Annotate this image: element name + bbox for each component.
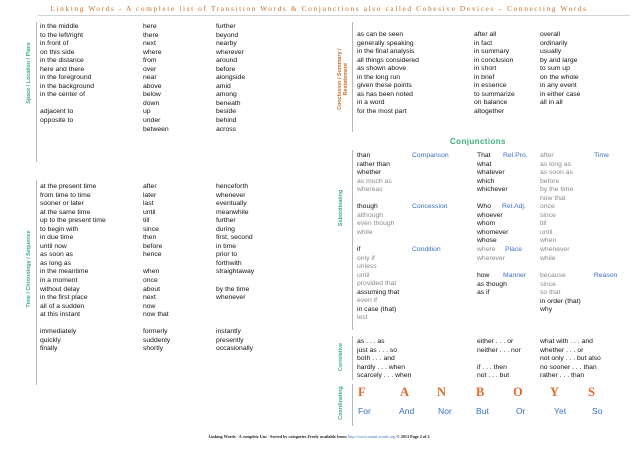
list-item: until [357, 271, 370, 279]
list-item: formerly [143, 328, 168, 336]
list-item: presently [216, 336, 244, 344]
list-item: in summary [474, 48, 510, 56]
list-item: forthwith [216, 259, 242, 267]
list-item: down [143, 99, 160, 107]
correlative-col-1 [357, 338, 411, 381]
list-item: in case (that) [357, 305, 397, 313]
list-item: at this instant [40, 311, 81, 319]
list-item: whenever [540, 246, 570, 254]
conclusion-col-3 [540, 31, 580, 108]
list-item: occasionally [216, 345, 254, 353]
list-item: alongside [216, 74, 246, 82]
list-item: in short [474, 65, 497, 73]
list-item: wherever [216, 48, 244, 56]
list-item: in conclusion [474, 56, 514, 64]
list-item: whose [477, 237, 497, 245]
list-item: rather . . . than [540, 372, 585, 380]
list-item: below [143, 91, 161, 99]
list-item: both . . . and [357, 355, 395, 363]
list-item: in the long run [357, 73, 401, 81]
list-item: where [477, 246, 496, 253]
sub-time-list [540, 152, 573, 263]
list-item: if [357, 246, 361, 253]
list-item: while [357, 228, 373, 236]
condition-list [357, 246, 399, 323]
space-col-2 [143, 23, 169, 134]
list-item: near [143, 74, 157, 82]
list-item: in brief [474, 73, 495, 81]
coordinating-lane-line [352, 384, 353, 426]
coordinating-label: Coordinating [338, 386, 344, 420]
fanboys-letter: Y [550, 385, 560, 399]
fanboys-word: Nor [438, 406, 452, 416]
list-item: under [143, 117, 161, 125]
list-item: just as . . . so [357, 346, 398, 354]
list-item: altogether [474, 107, 505, 115]
list-item: neither . . . nor [477, 346, 521, 354]
list-item: in order (that) [540, 297, 581, 305]
condition-heading: Condition [412, 246, 441, 253]
list-item: when [143, 268, 160, 276]
list-item: usually [540, 48, 562, 56]
correlative-col-2 [477, 338, 521, 381]
list-item: in the first place [40, 294, 88, 302]
list-item: now that [540, 194, 566, 202]
list-item: whichever [477, 186, 508, 194]
list-item: since [540, 280, 556, 288]
space-col-3 [216, 23, 245, 134]
list-item: beyond [216, 31, 239, 39]
list-item: to the left/right [40, 31, 84, 39]
conclusion-label-line1: Conclusion / Summary / [336, 48, 343, 110]
time-lane-line [36, 180, 37, 385]
list-item: henceforth [216, 183, 249, 190]
list-item: further [216, 23, 236, 30]
list-item: overall [540, 31, 561, 38]
list-item [40, 320, 106, 329]
list-item: in the background [40, 82, 95, 90]
list-item: then [143, 234, 157, 242]
list-item: rather than [357, 160, 390, 168]
list-item: until [143, 208, 156, 216]
list-item: in either case [540, 90, 581, 98]
list-item: above [143, 82, 162, 90]
list-item: there [143, 31, 159, 39]
list-item: whether [357, 169, 382, 177]
list-item: opposite to [40, 117, 74, 125]
list-item [477, 355, 521, 364]
list-item: whereas [357, 186, 383, 194]
fanboys-word: Or [516, 406, 526, 416]
list-item [143, 320, 170, 329]
fanboys-word: Yet [554, 406, 567, 416]
list-item: whoever [477, 211, 503, 219]
list-item: no sooner . . . than [540, 363, 597, 371]
list-item: at the present time [40, 183, 97, 190]
list-item: while [540, 254, 556, 262]
conclusion-lane-line [352, 22, 353, 132]
list-item: on balance [474, 99, 508, 107]
list-item: in essence [474, 82, 507, 90]
list-item: before [143, 242, 163, 250]
list-item: whatever [477, 169, 505, 177]
list-item: as long as [540, 160, 571, 168]
list-item: immediately [40, 328, 77, 336]
list-item: among [216, 91, 237, 99]
space-col-1 [40, 23, 94, 126]
list-item: in a word [357, 99, 385, 107]
list-item: as shown above [357, 65, 407, 73]
list-item: from time to time [40, 191, 91, 199]
list-item: since [143, 225, 159, 233]
fanboys-word: But [476, 406, 489, 416]
list-item: quickly [40, 336, 61, 344]
space-label: Space / Location / Place [26, 42, 32, 104]
list-item: up to the present time [40, 217, 106, 225]
subordinating-lane-line [352, 150, 353, 330]
list-item: beneath [216, 99, 241, 107]
footer-link[interactable]: http://www.smart-words.org [348, 434, 396, 439]
list-item: next [143, 40, 156, 48]
list-item: hence [143, 251, 162, 259]
list-item: later [143, 191, 157, 199]
list-item: instantly [216, 328, 241, 336]
list-item: last [143, 200, 154, 208]
list-item: because [540, 272, 566, 279]
list-item [216, 311, 254, 320]
list-item: beside [216, 108, 237, 116]
list-item: whom [477, 220, 496, 228]
list-item: for the most part [357, 107, 407, 115]
list-item: further [216, 217, 236, 225]
time-col-3 [216, 183, 254, 354]
list-item: now that [143, 311, 169, 319]
list-item: during [216, 225, 235, 233]
list-item [216, 277, 254, 286]
list-item: when [540, 237, 557, 245]
list-item: around [216, 57, 238, 65]
list-item: as . . . as [357, 338, 385, 345]
list-item: all things considered [357, 56, 419, 64]
list-item: now [143, 302, 156, 310]
list-item: sooner or later [40, 200, 84, 208]
correlative-col-3 [540, 338, 601, 381]
list-item: suddenly [143, 336, 171, 344]
list-item: what [477, 160, 492, 168]
header-divider [38, 15, 630, 16]
list-item: nearby [216, 40, 237, 48]
list-item: how [477, 272, 490, 279]
list-item: once [143, 277, 158, 285]
list-item: as soon as [40, 251, 73, 259]
conclusion-label-line2: Restatement [343, 63, 349, 96]
subordinating-label: Subordinating [338, 189, 344, 227]
list-item [143, 260, 170, 269]
list-item: on this side [40, 48, 75, 56]
list-item: here [143, 23, 157, 30]
list-item: That [477, 152, 491, 159]
list-item: straightaway [216, 268, 255, 276]
footer-text: Linking Words - A complete List - Sorted by categories Freely available from: [208, 434, 348, 439]
list-item: even if [357, 297, 378, 305]
list-item: in the center of [40, 91, 85, 99]
list-item: where [143, 48, 162, 56]
list-item: eventually [216, 200, 247, 208]
time-col-1 [40, 183, 106, 354]
list-item: so that [540, 289, 561, 297]
list-item: over [143, 65, 157, 73]
list-item: before [216, 65, 236, 73]
list-item: what with . . . and [540, 338, 593, 345]
footer-page: Page 2 of 2 [410, 434, 430, 439]
list-item: from [143, 57, 157, 65]
list-item: before [540, 177, 560, 185]
page-title: Linking Words - A complete list of Transition Words & Conjunctions also called Cohesive Devices – Connecting Words [50, 4, 588, 13]
list-item: about [143, 285, 161, 293]
list-item: in fact [474, 39, 493, 47]
list-item: as though [477, 280, 507, 288]
list-item: here and there [40, 65, 85, 73]
list-item: wherever [477, 254, 505, 262]
concession-list [357, 203, 394, 237]
list-item: until now [40, 242, 67, 250]
list-item: lest [357, 314, 368, 322]
list-item: at the same time [40, 208, 91, 216]
list-item: after all [474, 31, 497, 38]
list-item: as has been noted [357, 90, 413, 98]
conjunctions-title: Conjunctions [450, 137, 506, 146]
list-item: until [540, 228, 553, 236]
comparison-heading: Comparison [412, 152, 449, 159]
fanboys-letter: N [437, 385, 447, 399]
list-item: prior to [216, 251, 238, 259]
time-col-2 [143, 183, 170, 354]
footer-copyright: © 2013 [396, 434, 410, 439]
list-item: in the distance [40, 57, 84, 65]
correlative-label: Correlative [338, 342, 344, 372]
list-item [216, 320, 254, 329]
time-label: Time / Chronology / Sequence [26, 230, 32, 308]
list-item: generally speaking [357, 39, 414, 47]
list-item: as much as [357, 177, 392, 185]
list-item: to summarize [474, 90, 515, 98]
reladj-heading: Rel.Adj. [502, 203, 526, 210]
list-item: by the time [540, 186, 574, 194]
list-item: on the whole [540, 73, 579, 81]
list-item: to begin with [40, 225, 79, 233]
list-item [216, 303, 254, 312]
reason-heading: Reason [594, 272, 618, 279]
place-list [477, 246, 505, 263]
list-item: given these points [357, 82, 412, 90]
list-item: between [143, 125, 169, 133]
list-item: till [143, 217, 150, 225]
list-item: why [540, 306, 553, 314]
list-item: not . . . but [477, 372, 510, 380]
list-item: in time [216, 242, 237, 250]
list-item: in the meantime [40, 268, 89, 276]
place-heading: Place [505, 246, 523, 253]
concession-heading: Concession [412, 203, 448, 210]
list-item: even though [357, 220, 395, 228]
list-item: assuming that [357, 288, 400, 296]
comparison-list [357, 152, 392, 195]
list-item: shortly [143, 345, 164, 353]
list-item: than [357, 152, 371, 159]
fanboys-word: So [592, 406, 603, 416]
list-item: ordinarily [540, 39, 568, 47]
list-item: in due time [40, 234, 74, 242]
sub-time-heading: Time [594, 152, 609, 159]
manner-heading: Manner [503, 272, 527, 279]
correlative-lane-line [352, 336, 353, 380]
list-item: not only . . . but also [540, 355, 601, 363]
list-item: up [143, 108, 151, 116]
list-item: finally [40, 345, 58, 353]
list-item: unless [357, 263, 377, 271]
fanboys-letter: F [358, 385, 366, 399]
list-item: all in all [540, 99, 563, 107]
list-item: provided that [357, 280, 397, 288]
list-item: though [357, 203, 378, 210]
list-item: only if [357, 254, 375, 262]
space-lane-line [36, 22, 37, 162]
list-item: since [540, 211, 556, 219]
list-item: if . . . then [477, 363, 507, 371]
list-item: first, second [216, 234, 253, 242]
list-item: in any event [540, 82, 577, 90]
list-item: once [540, 203, 555, 211]
list-item: whomever [477, 228, 509, 236]
list-item: by and large [540, 56, 578, 64]
conclusion-label [337, 34, 349, 124]
list-item: without delay [40, 285, 80, 293]
list-item: across [216, 125, 237, 133]
list-item: whenever [216, 191, 246, 199]
list-item: as can be seen [357, 31, 404, 38]
list-item: whenever [216, 294, 246, 302]
fanboys-word: For [358, 406, 371, 416]
list-item: although [357, 211, 384, 219]
list-item: in the foreground [40, 74, 92, 82]
relpro-heading: Rel.Pro. [503, 152, 528, 159]
list-item: in the final analysis [357, 48, 415, 56]
list-item: amid [216, 82, 231, 90]
list-item: in the middle [40, 23, 79, 30]
list-item: after [143, 183, 157, 190]
list-item [40, 100, 94, 109]
list-item: next [143, 294, 156, 302]
list-item: as if [477, 289, 490, 297]
list-item: either . . . or [477, 338, 514, 345]
list-item: all of a sudden [40, 302, 85, 310]
fanboys-letter: O [513, 385, 523, 399]
fanboys-letter: A [400, 385, 410, 399]
list-item: by the time [216, 285, 250, 293]
list-item: behind [216, 117, 237, 125]
list-item: whether . . . or [540, 346, 584, 354]
list-item: Who [477, 203, 491, 210]
reason-list [540, 272, 581, 315]
list-item: which [477, 177, 495, 185]
list-item: hardly . . . when [357, 363, 405, 371]
fanboys-word: And [399, 406, 415, 416]
conclusion-col-2 [474, 31, 515, 116]
list-item: after [540, 152, 554, 159]
footer [0, 434, 638, 439]
list-item: scarcely . . . when [357, 372, 412, 380]
list-item: meanwhile [216, 208, 249, 216]
list-item: adjacent to [40, 108, 74, 116]
fanboys-letter: B [476, 385, 485, 399]
list-item: as soon as [540, 169, 573, 177]
fanboys-letter: S [588, 385, 595, 399]
list-item: as long as [40, 259, 71, 267]
conclusion-col-1 [357, 31, 419, 116]
list-item: in a moment [40, 277, 78, 285]
list-item: in front of [40, 40, 69, 48]
list-item: to sum up [540, 65, 570, 73]
list-item: till [540, 220, 547, 228]
